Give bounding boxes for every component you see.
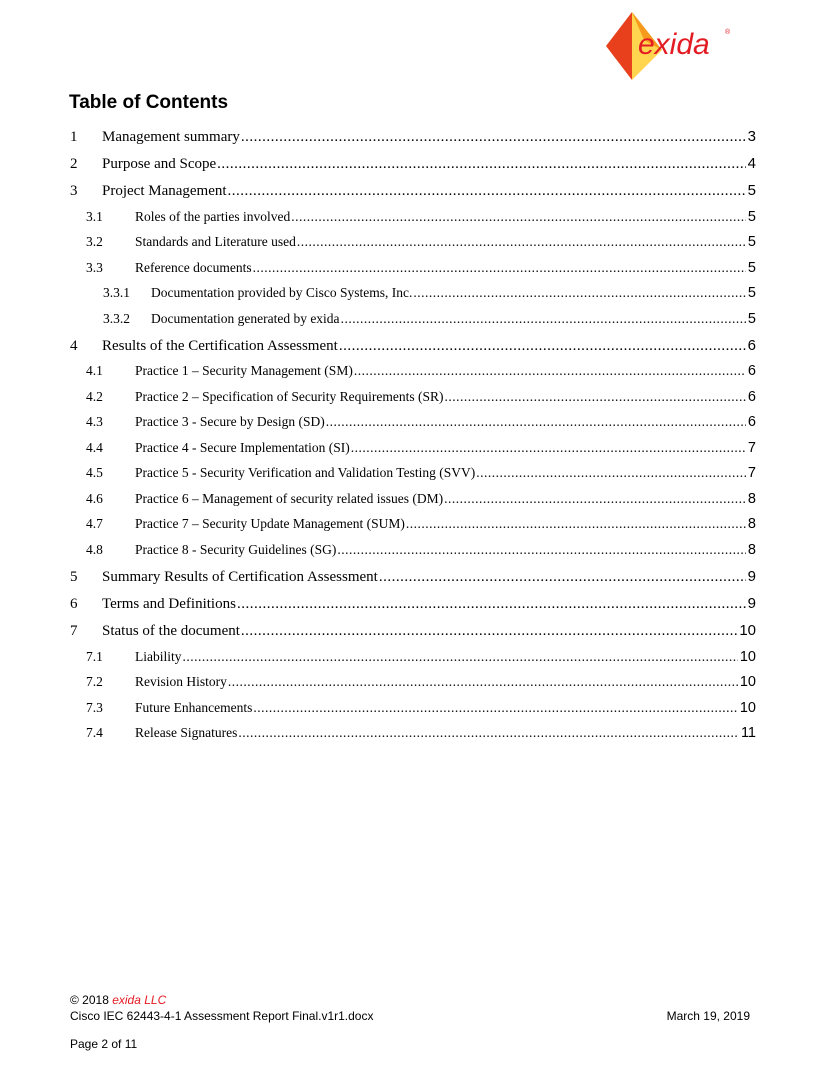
- toc-entry-page: 10: [739, 674, 756, 690]
- toc-entry-number: 3.3.1: [103, 285, 130, 300]
- toc-entry-title: Practice 7 – Security Update Management (SUM): [135, 516, 405, 531]
- toc-entry-body: [135, 647, 756, 667]
- toc-entry-body: [135, 232, 756, 252]
- toc-dot-leader: [238, 723, 739, 743]
- toc-entry-title: Practice 6 – Management of security related issues (DM): [135, 491, 444, 506]
- toc-entry-page: 5: [747, 209, 756, 225]
- toc-entry-number: 1: [70, 129, 78, 145]
- toc-entry-number: 4.5: [86, 465, 103, 480]
- toc-entry-page: 6: [747, 414, 756, 430]
- toc-entry-title: Practice 2 – Specification of Security Requirements (SR): [135, 389, 444, 404]
- toc-entry-page: 7: [747, 465, 756, 481]
- toc-entry-page: 7: [747, 440, 756, 456]
- toc-dot-leader: [351, 438, 746, 458]
- toc-entry-body: [135, 672, 756, 692]
- toc-dot-leader: [406, 514, 746, 534]
- toc-entry-title: Standards and Literature used: [135, 234, 296, 249]
- toc-entry-page: 5: [747, 234, 756, 250]
- toc-entry-title: Reference documents: [135, 260, 252, 275]
- toc-entry[interactable]: [86, 412, 756, 432]
- toc-dot-leader: [241, 127, 746, 147]
- toc-entry-page: 6: [747, 337, 756, 354]
- footer-date: March 19, 2019: [666, 1009, 750, 1023]
- toc-entry[interactable]: [86, 540, 756, 560]
- copyright-company: exida LLC: [112, 993, 167, 1007]
- toc-dot-leader: [445, 387, 746, 407]
- toc-entry-page: 5: [747, 311, 756, 327]
- toc-entry-number: 4: [70, 338, 78, 354]
- toc-entry-page: 6: [747, 363, 756, 379]
- toc-dot-leader: [253, 698, 738, 718]
- toc-entry-page: 10: [739, 700, 756, 716]
- toc-entry-body: [135, 489, 756, 509]
- toc-entry-page: 8: [747, 542, 756, 558]
- toc-dot-leader: [476, 463, 746, 483]
- toc-entry-body: [135, 463, 756, 483]
- toc-entry-body: [102, 567, 756, 587]
- toc-entry-title: Future Enhancements: [135, 700, 253, 715]
- toc-entry[interactable]: [86, 723, 756, 743]
- toc-entry-page: 8: [747, 491, 756, 507]
- toc-dot-leader: [291, 207, 746, 227]
- toc-dot-leader: [354, 361, 746, 381]
- toc-entry-title: Summary Results of Certification Assessment: [102, 569, 378, 585]
- toc-entry-title: Project Management: [102, 183, 227, 199]
- toc-entry-page: 11: [740, 725, 756, 741]
- toc-entry-page: 9: [747, 595, 756, 612]
- toc-entry-number: 6: [70, 596, 78, 612]
- toc-entry[interactable]: [86, 361, 756, 381]
- toc-entry-number: 3.3.2: [103, 311, 130, 326]
- toc-entry-number: 4.4: [86, 440, 103, 455]
- toc-entry-page: 8: [747, 516, 756, 532]
- toc-entry-title: Liability: [135, 649, 182, 664]
- toc-entry-title: Release Signatures: [135, 725, 238, 740]
- toc-entry-title: Roles of the parties involved: [135, 209, 291, 224]
- toc-entry-number: 3.1: [86, 209, 103, 224]
- toc-dot-leader: [237, 594, 746, 614]
- toc-entry-page: 6: [747, 389, 756, 405]
- toc-dot-leader: [379, 567, 746, 587]
- toc-entry-number: 7: [70, 623, 78, 639]
- toc-entry-number: 4.2: [86, 389, 103, 404]
- toc-entry-body: [135, 412, 756, 432]
- toc-entry-page: 4: [747, 155, 756, 172]
- toc-entry-number: 3.2: [86, 234, 103, 249]
- toc-entry-title: Documentation provided by Cisco Systems, Inc.: [151, 285, 413, 300]
- toc-entry[interactable]: [86, 672, 756, 692]
- toc-entry[interactable]: [70, 594, 756, 614]
- toc-entry-body: [102, 621, 756, 641]
- toc-entry-number: 2: [70, 156, 78, 172]
- toc-dot-leader: [444, 489, 746, 509]
- toc-entry-number: 7.4: [86, 725, 103, 740]
- toc-entry-title: Practice 4 - Secure Implementation (SI): [135, 440, 350, 455]
- toc-dot-leader: [241, 621, 737, 641]
- toc-entry-title: Status of the document: [102, 623, 240, 639]
- toc-entry[interactable]: [70, 154, 756, 174]
- toc-dot-leader: [228, 181, 746, 201]
- toc-entry-title: Management summary: [102, 129, 240, 145]
- toc-dot-leader: [326, 412, 746, 432]
- toc-entry-body: [135, 540, 756, 560]
- toc-entry[interactable]: [86, 207, 756, 227]
- toc-entry[interactable]: [86, 463, 756, 483]
- toc-entry-body: [102, 181, 756, 201]
- toc-dot-leader: [413, 283, 746, 303]
- toc-entry[interactable]: [70, 621, 756, 641]
- toc-entry-body: [135, 258, 756, 278]
- toc-entry-title: Terms and Definitions: [102, 596, 236, 612]
- toc-entry-body: [102, 336, 756, 356]
- toc-entry-title: Results of the Certification Assessment: [102, 338, 338, 354]
- toc-entry-title: Practice 3 - Secure by Design (SD): [135, 414, 325, 429]
- toc-entry-title: Practice 5 - Security Verification and Validation Testing (SVV): [135, 465, 476, 480]
- toc-entry-body: [135, 438, 756, 458]
- toc-dot-leader: [228, 672, 738, 692]
- toc-entry-body: [135, 698, 756, 718]
- toc-entry-number: 4.8: [86, 542, 103, 557]
- toc-entry-body: [102, 594, 756, 614]
- toc-entry-title: Revision History: [135, 674, 227, 689]
- toc-entry[interactable]: [86, 698, 756, 718]
- toc-entry[interactable]: [86, 387, 756, 407]
- toc-entry-number: 4.7: [86, 516, 103, 531]
- toc-entry-number: 4.3: [86, 414, 103, 429]
- toc-entry[interactable]: [86, 258, 756, 278]
- registered-mark: ®: [725, 29, 731, 36]
- toc-entry-number: 5: [70, 569, 78, 585]
- toc-entry[interactable]: [70, 181, 756, 201]
- toc-entry-number: 3: [70, 183, 78, 199]
- footer-filename: Cisco IEC 62443-4-1 Assessment Report Final.v1r1.docx: [70, 1009, 374, 1023]
- toc-heading: Table of Contents: [69, 92, 229, 113]
- toc-entry-page: 9: [747, 568, 756, 585]
- toc-entry-body: [102, 154, 756, 174]
- toc-entry[interactable]: [103, 283, 756, 303]
- toc-entry[interactable]: [70, 336, 756, 356]
- toc-dot-leader: [253, 258, 746, 278]
- toc-entry-title: Practice 1 – Security Management (SM): [135, 363, 353, 378]
- toc-entry-body: [151, 309, 756, 329]
- toc-dot-leader: [217, 154, 746, 174]
- toc-entry-body: [151, 283, 756, 303]
- toc-entry-page: 10: [739, 622, 756, 639]
- toc-entry-body: [135, 387, 756, 407]
- toc-entry-title: Documentation generated by exida: [151, 311, 340, 326]
- toc-entry-page: 3: [747, 128, 756, 145]
- toc-dot-leader: [297, 232, 746, 252]
- toc-entry[interactable]: [70, 567, 756, 587]
- toc-entry-body: [102, 127, 756, 147]
- toc-dot-leader: [337, 540, 746, 560]
- toc-entry-number: 3.3: [86, 260, 103, 275]
- toc-dot-leader: [183, 647, 738, 667]
- toc-entry-number: 4.6: [86, 491, 103, 506]
- toc-entry-body: [135, 361, 756, 381]
- toc-entry-body: [135, 723, 756, 743]
- toc-entry-page: 5: [747, 182, 756, 199]
- toc-entry-page: 5: [747, 285, 756, 301]
- toc-entry[interactable]: [86, 489, 756, 509]
- toc-entry[interactable]: [103, 309, 756, 329]
- toc-entry-number: 7.3: [86, 700, 103, 715]
- logo-text: exida: [638, 28, 710, 61]
- toc-entry[interactable]: [70, 127, 756, 147]
- toc-entry-body: [135, 207, 756, 227]
- copyright-prefix: © 2018: [70, 993, 113, 1007]
- toc-entry[interactable]: [86, 647, 756, 667]
- toc-entry-number: 4.1: [86, 363, 103, 378]
- toc-entry-number: 7.2: [86, 674, 103, 689]
- footer-copyright: [70, 993, 166, 1007]
- toc-entry-page: 5: [747, 260, 756, 276]
- toc-entry-title: Purpose and Scope: [102, 156, 217, 172]
- footer-page-number: Page 2 of 11: [70, 1037, 138, 1051]
- toc-entry-body: [135, 514, 756, 534]
- toc-dot-leader: [341, 309, 746, 329]
- toc-entry[interactable]: [86, 438, 756, 458]
- toc-dot-leader: [339, 336, 746, 356]
- toc-entry[interactable]: [86, 232, 756, 252]
- toc-entry[interactable]: [86, 514, 756, 534]
- toc-entry-number: 7.1: [86, 649, 103, 664]
- toc-entry-page: 10: [739, 649, 756, 665]
- toc-entry-title: Practice 8 - Security Guidelines (SG): [135, 542, 337, 557]
